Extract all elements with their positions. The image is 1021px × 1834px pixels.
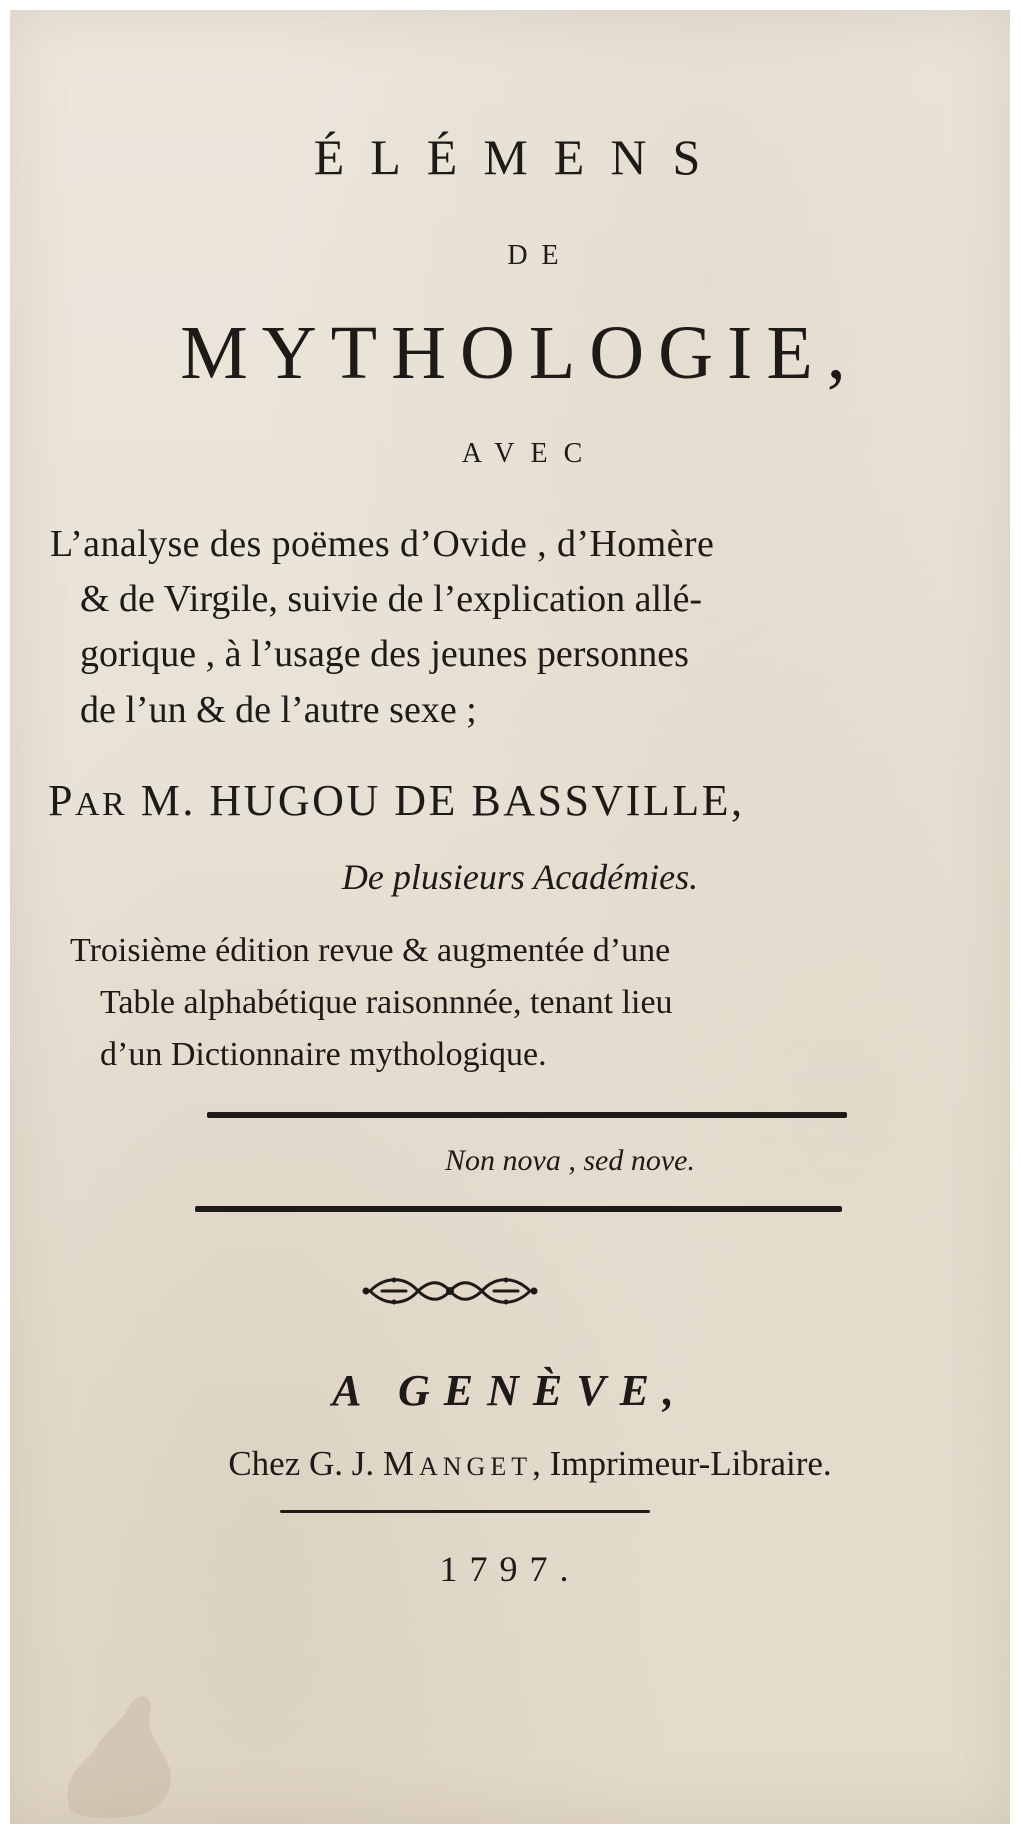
fleuron-ornament-icon xyxy=(360,1268,540,1314)
edition-line: Table alphabétique raisonnnée, tenant lieu xyxy=(100,984,673,1021)
author-line xyxy=(48,775,745,826)
title-elemens: ÉLÉMENS xyxy=(313,129,727,185)
printer-name xyxy=(383,1444,532,1483)
description-line: L’analyse des poëmes d’Ovide , d’Homère xyxy=(50,523,715,565)
academies-line: De plusieurs Académies. xyxy=(341,857,699,897)
title-de: DE xyxy=(507,240,573,271)
printer-name-m: M xyxy=(382,1444,419,1483)
printer-before: Chez G. J. xyxy=(228,1444,383,1483)
description-line: & de Virgile, suivie de l’explication allé- xyxy=(80,578,703,620)
printer-line xyxy=(10,1444,1021,1484)
printer-after: , Imprimeur-Libraire. xyxy=(532,1444,832,1483)
edition-line: d’un Dictionnaire mythologique. xyxy=(100,1036,547,1073)
divider-rule-top xyxy=(207,1112,847,1118)
description-line: de l’un & de l’autre sexe ; xyxy=(80,689,477,731)
description-line: gorique , à l’usage des jeunes personnes xyxy=(80,633,689,675)
paper-stain-icon xyxy=(50,1670,190,1820)
author-prefix-p: P xyxy=(48,776,75,825)
title-avec: AVEC xyxy=(461,438,599,469)
title-mythologie: MYTHOLOGIE, xyxy=(180,311,860,395)
divider-rule-imprint xyxy=(280,1510,650,1513)
title-page xyxy=(10,10,1010,1824)
imprint-year: 1797. xyxy=(439,1549,581,1589)
author-name: M. HUGOU DE BASSVILLE, xyxy=(140,776,745,825)
divider-rule-bottom xyxy=(195,1206,842,1212)
imprint-place: A GENÈVE, xyxy=(332,1366,688,1415)
printer-name-rest: ANGET xyxy=(419,1452,533,1481)
edition-line: Troisième édition revue & augmentée d’une xyxy=(70,932,671,969)
author-prefix-rest: AR xyxy=(74,786,128,823)
motto: Non nova , sed nove. xyxy=(445,1144,695,1177)
